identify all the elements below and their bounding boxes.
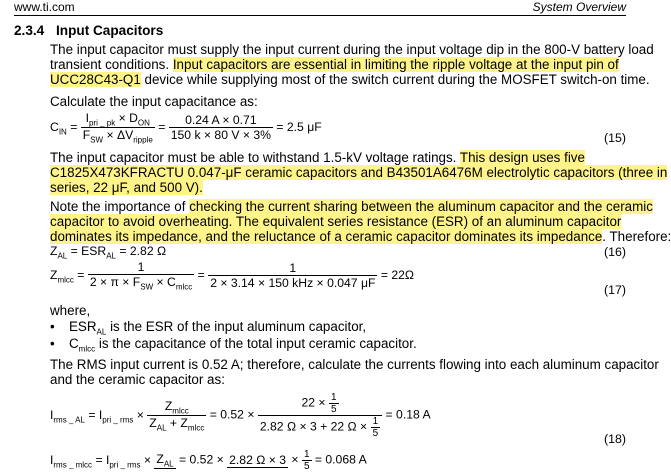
equation-number: (18) [603,432,626,446]
para3-line3 [50,229,671,245]
para3-text: . Therefore: [602,229,671,244]
equation-18: $I_{rms \_ AL} = I_{pri \_ rms}$ × $\frac{Z_{mlcc}}{Z_{AL} + Z_{mlcc}}$ = 0.52 × 22 × $\frac{1}{5}$ 2.82 Ω × 3 + 22 Ω × $\frac{1}{5}$ = 0.18 A [50,392,431,439]
heading-number: 2.3.4 [14,23,45,38]
fraction: $\frac{0.24 A \times 0.71}{150 k \times 80 V \times 3\%}$ [170,113,271,143]
para3-line1 [50,199,653,215]
site-url[interactable]: www.ti.com [14,0,75,14]
highlight: series, 22 μF, and 500 V). [50,180,203,195]
calc-label: Calculate the input capacitance as: [50,94,258,109]
list-item: • $C_{mlcc}$ is the capacitance of the total input ceramic capacitor. [50,336,417,354]
equation-17: $Z_{mlcc}$ = $\frac{1}{2 \times \pi \times F_{SW} \times C_{mlcc}}$ = $\frac{1}{\text{2 × 3.14 × 150 kHz × 0.047 μF}}$ = 22Ω [50,260,414,292]
highlight: C1825X473KFRACTU 0.047-μF ceramic capacitors and B43501A6476M electrolytic capacitors (three in [50,165,668,180]
highlight: Input capacitors are essential in limiting the ripple voltage at the input pin of [172,57,619,72]
para2-line2 [50,165,667,181]
highlight: This design uses five [459,150,585,165]
fraction: $\frac{1}{5}$ [303,449,310,472]
fraction: $Z_{AL}$ [156,451,174,469]
para1-line1: The input capacitor must supply the input current during the input voltage dip in the 800-V battery load [50,42,654,57]
eq-lhs: $I_{rms \_ AL} = I_{pri \_ rms}$ × [50,407,144,425]
eq-result: = 2.5 μF [276,120,322,135]
para4-line1: The RMS input current is 0.52 A; therefore, calculate the currents flowing into each aluminum capacitor [50,357,659,372]
para1-text: transient conditions. [50,57,173,72]
bullet-icon: • [50,336,55,351]
equation-16: $Z_{AL} = ESR_{AL} = 2.82$ Ω [50,244,167,261]
bullet-icon: • [50,319,55,334]
para2-text: The input capacitor must be able to withstand 1.5-kV voltage ratings. [50,150,460,165]
para4-line2: and the ceramic capacitor as: [50,372,225,387]
highlight: checking the current sharing between the aluminum capacitor and the ceramic [189,199,653,214]
para3-line2 [50,214,621,230]
fraction: $\frac{I_{pri \_ pk} \times D_{ON}}{F_{SW} \times \Delta V_{ripple}}$ [82,111,153,145]
fraction: $\frac{Z_{mlcc}}{Z_{AL} + Z_{mlcc}}$ [149,398,205,433]
para2-line3 [50,180,203,196]
para1-line2 [50,57,619,73]
header-rule [14,15,626,16]
fraction: 22 × $\frac{1}{5}$ 2.82 Ω × 3 + 22 Ω × $\frac{1}{5}$ [258,392,382,439]
eq-equals: = [158,120,166,135]
heading-title: Input Capacitors [56,23,164,38]
fraction: $\frac{1}{\text{2 × 3.14 × 150 kHz × 0.047 μF}}$ [210,261,376,291]
highlight: dominates its impedance, and the reluctance of a ceramic capacitor dominates its impedance [50,229,603,244]
equation-15 [50,111,322,145]
list-item: • $ESR_{AL}$ is the ESR of the input aluminum capacitor, [50,319,367,337]
equation-number: (15) [603,131,626,145]
eq-result: = 0.068 A [314,452,367,467]
fraction: $\frac{1}{2 \times \pi \times F_{SW} \times C_{mlcc}}$ [89,260,193,292]
para1-text: device while supplying most of the switch current during the MOSFET switch-on time. [140,72,650,87]
equation-number: (16) [603,245,626,259]
eq-lhs: $I_{rms \_ mlcc} = I_{pri \_ rms}$ × [50,452,151,470]
highlight: UCC28C43-Q1 [50,72,141,87]
equation-number: (17) [603,283,626,297]
eq-lhs: $Z_{mlcc}$ [50,267,74,285]
para1-line3 [50,72,650,88]
eq-result: = 0.18 A [385,407,431,422]
para2-line1 [50,150,585,166]
where-label: where, [50,303,91,318]
eq-equals: = [70,120,78,135]
eq-result: = 22Ω [380,267,414,282]
equation-19: $I_{rms \_ mlcc} = I_{pri \_ rms}$ × $Z_{AL}$ = 0.52 × 2.82 Ω × 3 × $\frac{1}{5}$ = 0.068 A [50,449,367,472]
eq-lhs: $C_{IN}$ [50,120,67,137]
section-title: System Overview [532,0,626,14]
highlight: capacitor to avoid overheating. The equivalent series resistance (ESR) of an aluminum capacitor [50,214,622,229]
para3-text: Note the importance of [50,199,190,214]
fraction: 2.82 Ω × 3 [229,453,287,467]
